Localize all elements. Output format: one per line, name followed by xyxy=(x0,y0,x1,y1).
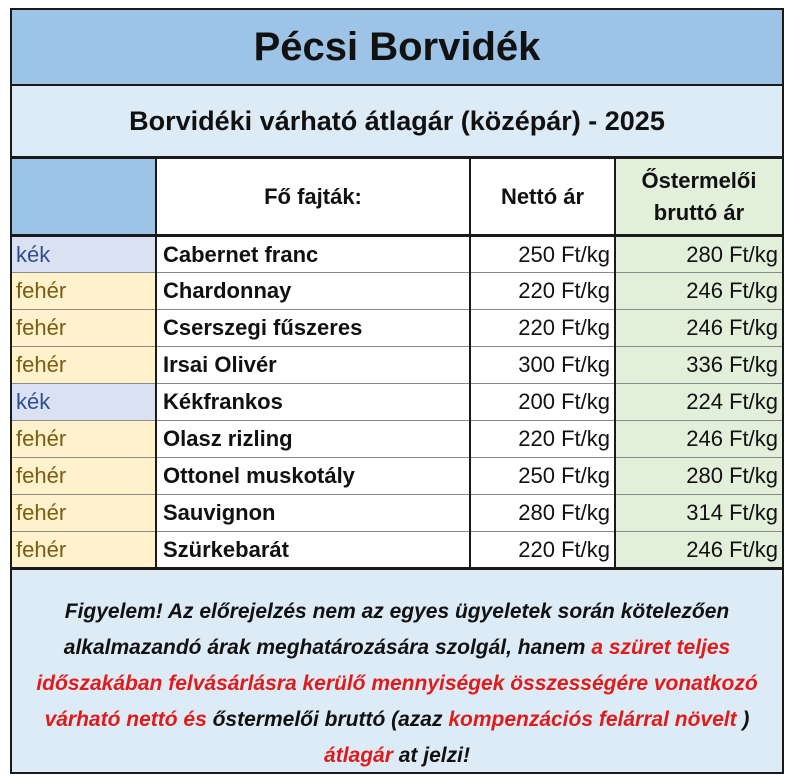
note-text: ) xyxy=(742,708,750,731)
grape-color-cell: fehér xyxy=(12,458,156,495)
table-row xyxy=(12,458,782,495)
table-row xyxy=(12,495,782,532)
gross-price-cell: 224 Ft/kg xyxy=(615,384,782,421)
net-price-cell: 220 Ft/kg xyxy=(470,273,615,310)
variety-cell: Szürkebarát xyxy=(156,532,470,569)
note-text: at jelzi! xyxy=(398,744,470,767)
gross-price-cell: 280 Ft/kg xyxy=(615,458,782,495)
grape-color-cell: fehér xyxy=(12,273,156,310)
header-gross-line1: Őstermelői xyxy=(641,167,757,193)
gross-price-cell: 246 Ft/kg xyxy=(615,310,782,347)
grape-color-cell: fehér xyxy=(12,310,156,347)
variety-cell: Cserszegi fűszeres xyxy=(156,310,470,347)
grape-color-cell: fehér xyxy=(12,421,156,458)
note-highlight-text: kompenzációs felárral növelt xyxy=(448,708,743,731)
table-row xyxy=(12,310,782,347)
net-price-cell: 280 Ft/kg xyxy=(470,495,615,532)
grape-color-cell: fehér xyxy=(12,347,156,384)
table-row xyxy=(12,421,782,458)
note-text: Figyelem! Az előrejelzés nem az egyes ügyeletek során kötelezően alkalmazandó árak meghatározására szolgál, hanem xyxy=(63,600,730,659)
page-subtitle: Borvidéki várható átlagár (középár) - 2025 xyxy=(12,86,782,159)
gross-price-cell: 314 Ft/kg xyxy=(615,495,782,532)
net-price-cell: 300 Ft/kg xyxy=(470,347,615,384)
net-price-cell: 250 Ft/kg xyxy=(470,458,615,495)
table-row xyxy=(12,236,782,273)
gross-price-cell: 246 Ft/kg xyxy=(615,273,782,310)
gross-price-cell: 280 Ft/kg xyxy=(615,236,782,273)
note-text: őstermelői bruttó (azaz xyxy=(212,708,449,731)
grape-color-cell: fehér xyxy=(12,532,156,569)
header-gross-price xyxy=(615,159,782,236)
header-variety: Fő fajták: xyxy=(156,159,470,236)
gross-price-cell: 246 Ft/kg xyxy=(615,532,782,569)
variety-cell: Chardonnay xyxy=(156,273,470,310)
note-highlight-text: átlagár xyxy=(324,744,399,767)
variety-cell: Kékfrankos xyxy=(156,384,470,421)
table-row xyxy=(12,347,782,384)
table-row xyxy=(12,532,782,569)
header-gross-line2: bruttó ár xyxy=(653,199,745,225)
grape-color-cell: kék xyxy=(12,384,156,421)
gross-price-cell: 336 Ft/kg xyxy=(615,347,782,384)
price-table xyxy=(12,159,782,570)
net-price-cell: 220 Ft/kg xyxy=(470,310,615,347)
net-price-cell: 220 Ft/kg xyxy=(470,421,615,458)
net-price-cell: 200 Ft/kg xyxy=(470,384,615,421)
grape-color-cell: kék xyxy=(12,236,156,273)
note-highlight-text: a szüret teljes időszakában felvásárlásra kerülő mennyiségek összességére vonatkozó várható nettó és xyxy=(36,636,758,731)
table-header-row xyxy=(12,159,782,236)
page-title: Pécsi Borvidék xyxy=(12,10,782,86)
header-color-cell xyxy=(12,159,156,236)
variety-cell: Sauvignon xyxy=(156,495,470,532)
price-sheet xyxy=(10,8,784,774)
gross-price-cell: 246 Ft/kg xyxy=(615,421,782,458)
header-net-price: Nettó ár xyxy=(470,159,615,236)
grape-color-cell: fehér xyxy=(12,495,156,532)
net-price-cell: 250 Ft/kg xyxy=(470,236,615,273)
disclaimer-note xyxy=(12,570,782,772)
table-row xyxy=(12,273,782,310)
table-row xyxy=(12,384,782,421)
variety-cell: Ottonel muskotály xyxy=(156,458,470,495)
net-price-cell: 220 Ft/kg xyxy=(470,532,615,569)
variety-cell: Cabernet franc xyxy=(156,236,470,273)
variety-cell: Olasz rizling xyxy=(156,421,470,458)
variety-cell: Irsai Olivér xyxy=(156,347,470,384)
